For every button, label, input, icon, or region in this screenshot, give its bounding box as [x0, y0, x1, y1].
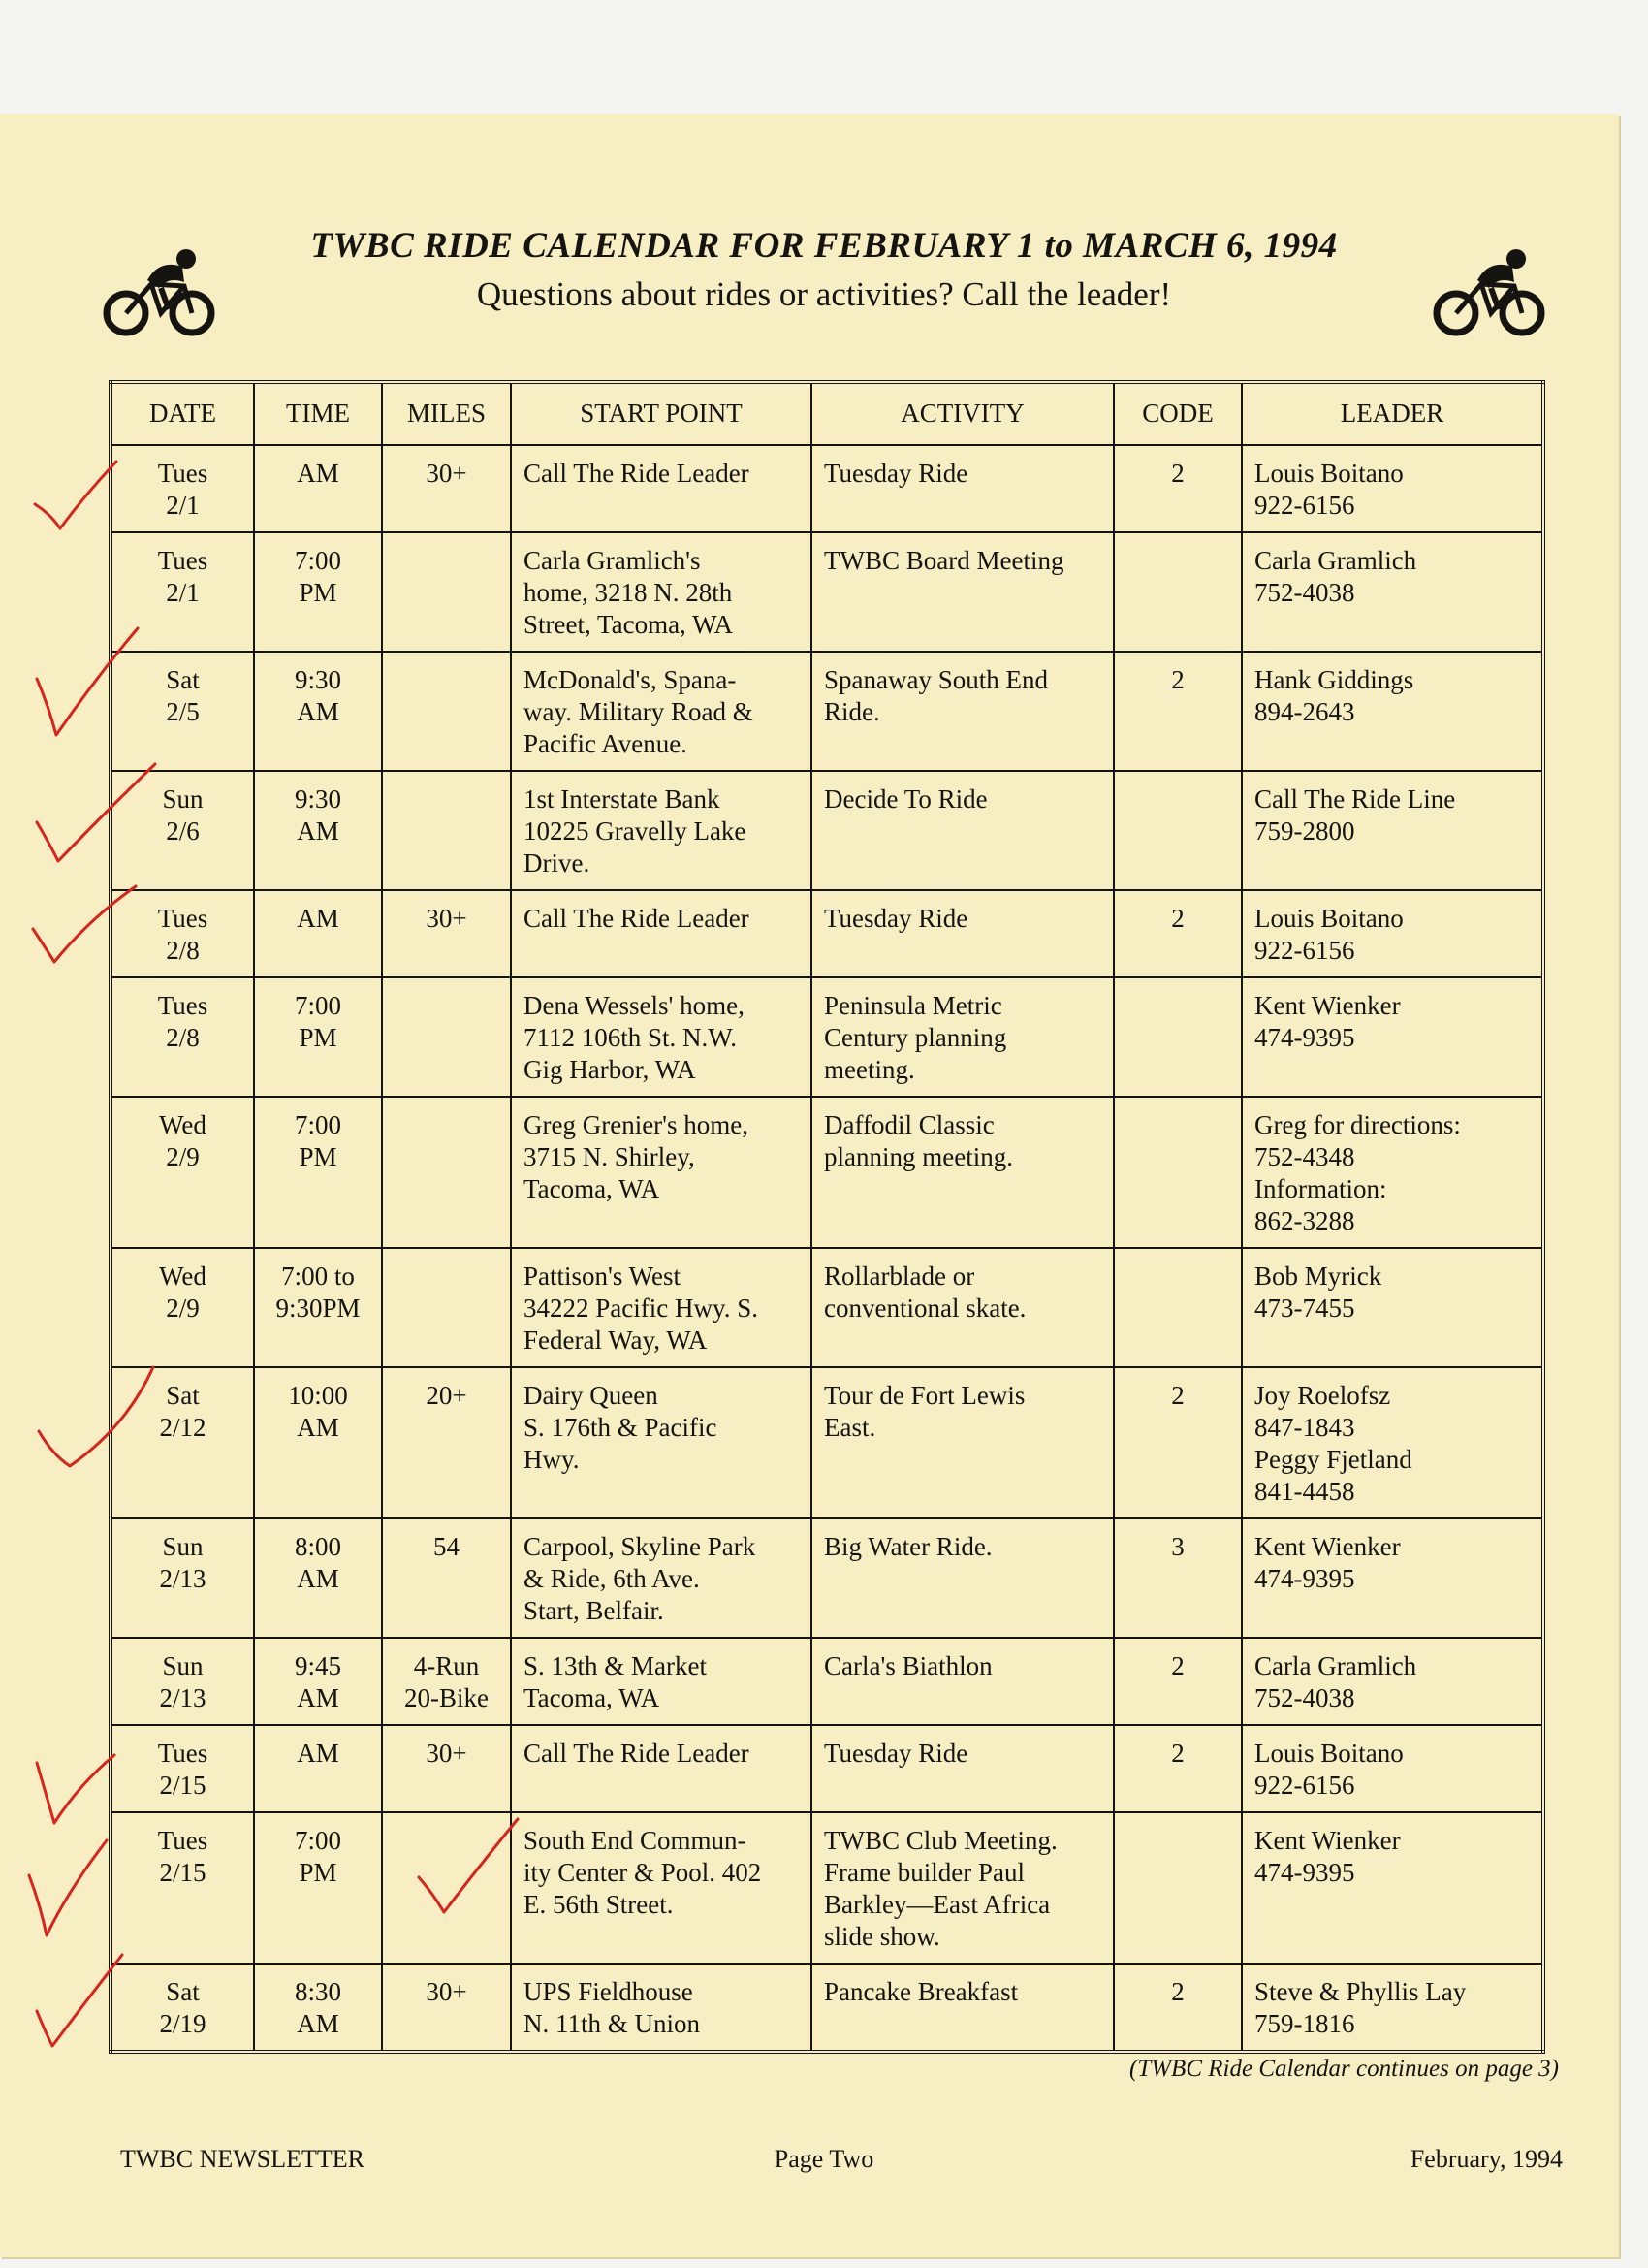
date-cell-line: 2/15	[159, 1771, 206, 1800]
footer-date: February, 1994	[1410, 2145, 1563, 2173]
leader-cell	[1242, 532, 1543, 652]
table-header-row	[111, 382, 1543, 445]
time-cell-line: PM	[299, 578, 337, 607]
time-cell	[254, 1725, 382, 1812]
date-cell-line: Tues	[157, 904, 208, 933]
time-cell-line: 9:30PM	[275, 1294, 361, 1323]
miles-cell	[382, 1725, 511, 1812]
date-cell-line: 2/15	[159, 1858, 206, 1887]
start-point-cell-line: N. 11th & Union	[523, 2009, 700, 2038]
leader-cell-line: Call The Ride Line	[1254, 784, 1456, 814]
start-point-cell-line: Carla Gramlich's	[523, 546, 701, 575]
activity-cell-line: Tuesday Ride	[824, 1739, 968, 1768]
date-cell	[111, 532, 254, 652]
leader-cell-line: 922-6156	[1254, 1771, 1355, 1800]
start-point-cell	[511, 532, 811, 652]
leader-cell	[1242, 1097, 1543, 1248]
code-cell	[1114, 1964, 1242, 2052]
code-cell	[1114, 1638, 1242, 1725]
time-cell-line: 8:00	[294, 1532, 341, 1561]
start-point-cell-line: 3715 N. Shirley,	[523, 1142, 695, 1171]
activity-cell-line: conventional skate.	[824, 1294, 1027, 1323]
time-cell-line: 7:00	[294, 991, 341, 1020]
start-point-cell-line: S. 176th & Pacific	[523, 1413, 717, 1442]
start-point-cell-line: 10225 Gravelly Lake	[523, 816, 746, 846]
leader-cell	[1242, 1725, 1543, 1812]
start-point-cell-line: Drive.	[523, 848, 590, 878]
date-cell-line: Tues	[157, 546, 208, 575]
start-point-cell-line: Dairy Queen	[523, 1381, 658, 1410]
activity-cell	[811, 1964, 1114, 2052]
activity-cell-line: planning meeting.	[824, 1142, 1013, 1171]
start-point-cell-line: E. 56th Street.	[523, 1890, 674, 1919]
leader-cell	[1242, 1812, 1543, 1964]
date-cell-line: 2/6	[166, 816, 200, 846]
leader-cell-line: 862-3288	[1254, 1206, 1355, 1235]
code-cell-line: 2	[1171, 904, 1185, 933]
activity-cell	[811, 1812, 1114, 1964]
activity-cell-line: Ride.	[824, 697, 880, 726]
footer-page-number: Page Two	[774, 2145, 874, 2173]
table-row	[111, 1097, 1543, 1248]
leader-cell-line: Kent Wienker	[1254, 1826, 1401, 1855]
time-cell-line: 7:00 to	[281, 1262, 355, 1291]
column-header: START POINT	[511, 382, 811, 445]
time-cell	[254, 977, 382, 1097]
time-cell-line: PM	[299, 1023, 337, 1052]
leader-cell-line: Peggy Fjetland	[1254, 1445, 1412, 1474]
time-cell-line: AM	[297, 459, 339, 488]
miles-cell-line: 30+	[426, 1977, 467, 2006]
date-cell	[111, 1812, 254, 1964]
time-cell-line: AM	[297, 1564, 339, 1593]
leader-cell-line: Greg for directions:	[1254, 1110, 1461, 1139]
code-cell	[1114, 977, 1242, 1097]
continuation-note: (TWBC Ride Calendar continues on page 3)	[1129, 2056, 1559, 2082]
start-point-cell-line: Gig Harbor, WA	[523, 1055, 696, 1084]
start-point-cell	[511, 445, 811, 532]
miles-cell	[382, 1638, 511, 1725]
miles-cell-line: 30+	[426, 459, 467, 488]
start-point-cell	[511, 1248, 811, 1367]
start-point-cell	[511, 1518, 811, 1638]
start-point-cell	[511, 890, 811, 977]
leader-cell	[1242, 1638, 1543, 1725]
date-cell-line: 2/8	[166, 1023, 200, 1052]
leader-cell-line: Kent Wienker	[1254, 991, 1401, 1020]
start-point-cell-line: home, 3218 N. 28th	[523, 578, 733, 607]
start-point-cell-line: Tacoma, WA	[523, 1174, 660, 1203]
code-cell-line: 2	[1171, 665, 1185, 694]
miles-cell	[382, 445, 511, 532]
table-row	[111, 1812, 1543, 1964]
footer-newsletter-name: TWBC NEWSLETTER	[120, 2145, 365, 2173]
start-point-cell-line: Call The Ride Leader	[523, 1739, 749, 1768]
leader-cell-line: 752-4038	[1254, 578, 1355, 607]
date-cell-line: Sat	[166, 665, 200, 694]
leader-cell-line: 841-4458	[1254, 1477, 1355, 1506]
code-cell	[1114, 1097, 1242, 1248]
leader-cell-line: Steve & Phyllis Lay	[1254, 1977, 1467, 2006]
date-cell-line: 2/5	[166, 697, 200, 726]
start-point-cell	[511, 1638, 811, 1725]
leader-cell-line: 752-4348	[1254, 1142, 1355, 1171]
start-point-cell-line: Hwy.	[523, 1445, 580, 1474]
date-cell	[111, 1725, 254, 1812]
time-cell	[254, 1518, 382, 1638]
miles-cell	[382, 890, 511, 977]
start-point-cell	[511, 1964, 811, 2052]
code-cell-line: 3	[1171, 1532, 1185, 1561]
code-cell	[1114, 1812, 1242, 1964]
activity-cell-line: East.	[824, 1413, 876, 1442]
time-cell-line: 9:30	[294, 665, 341, 694]
code-cell	[1114, 1725, 1242, 1812]
activity-cell	[811, 652, 1114, 771]
leader-cell-line: 759-2800	[1254, 816, 1355, 846]
date-cell	[111, 890, 254, 977]
leader-cell-line: 474-9395	[1254, 1023, 1355, 1052]
start-point-cell-line: Pattison's West	[523, 1262, 681, 1291]
activity-cell	[811, 1097, 1114, 1248]
activity-cell	[811, 1638, 1114, 1725]
activity-cell	[811, 977, 1114, 1097]
time-cell	[254, 445, 382, 532]
start-point-cell-line: Federal Way, WA	[523, 1326, 708, 1355]
time-cell-line: 8:30	[294, 1977, 341, 2006]
column-header: MILES	[382, 382, 511, 445]
leader-cell-line: Louis Boitano	[1254, 459, 1404, 488]
leader-cell-line: Kent Wienker	[1254, 1532, 1401, 1561]
activity-cell-line: slide show.	[824, 1922, 940, 1951]
code-cell	[1114, 532, 1242, 652]
miles-cell-line: 20+	[426, 1381, 467, 1410]
date-cell-line: 2/9	[166, 1294, 200, 1323]
miles-cell	[382, 1248, 511, 1367]
activity-cell	[811, 1518, 1114, 1638]
date-cell-line: Wed	[159, 1262, 206, 1291]
leader-cell	[1242, 890, 1543, 977]
leader-cell	[1242, 445, 1543, 532]
date-cell-line: Tues	[157, 991, 208, 1020]
code-cell	[1114, 445, 1242, 532]
start-point-cell-line: Street, Tacoma, WA	[523, 610, 734, 639]
time-cell-line: PM	[299, 1142, 337, 1171]
miles-cell	[382, 1367, 511, 1518]
time-cell	[254, 771, 382, 890]
table-body	[111, 445, 1543, 2052]
leader-cell-line: 473-7455	[1254, 1294, 1355, 1323]
time-cell	[254, 652, 382, 771]
activity-cell-line: Tuesday Ride	[824, 904, 968, 933]
activity-cell-line: Tour de Fort Lewis	[824, 1381, 1026, 1410]
start-point-cell-line: Call The Ride Leader	[523, 904, 749, 933]
activity-cell-line: Frame builder Paul	[824, 1858, 1025, 1887]
leader-cell-line: 894-2643	[1254, 697, 1355, 726]
miles-cell	[382, 1964, 511, 2052]
table-row	[111, 1638, 1543, 1725]
date-cell-line: 2/1	[166, 491, 200, 520]
time-cell-line: 7:00	[294, 546, 341, 575]
start-point-cell-line: ity Center & Pool. 402	[523, 1858, 762, 1887]
date-cell-line: 2/13	[159, 1683, 206, 1712]
time-cell-line: 9:30	[294, 784, 341, 814]
start-point-cell	[511, 1367, 811, 1518]
miles-cell	[382, 532, 511, 652]
date-cell-line: Sat	[166, 1977, 200, 2006]
start-point-cell	[511, 652, 811, 771]
leader-cell-line: Joy Roelofsz	[1254, 1381, 1391, 1410]
time-cell-line: 10:00	[288, 1381, 348, 1410]
activity-cell	[811, 1367, 1114, 1518]
code-cell	[1114, 771, 1242, 890]
activity-cell-line: TWBC Board Meeting	[824, 546, 1064, 575]
activity-cell-line: Daffodil Classic	[824, 1110, 995, 1139]
date-cell-line: Sun	[162, 1532, 204, 1561]
activity-cell	[811, 1725, 1114, 1812]
leader-cell-line: 474-9395	[1254, 1564, 1355, 1593]
time-cell-line: AM	[297, 816, 339, 846]
time-cell	[254, 1812, 382, 1964]
column-header: ACTIVITY	[811, 382, 1114, 445]
date-cell-line: Sat	[166, 1381, 200, 1410]
date-cell	[111, 1367, 254, 1518]
date-cell-line: 2/8	[166, 936, 200, 965]
start-point-cell-line: 34222 Pacific Hwy. S.	[523, 1294, 758, 1323]
code-cell-line: 2	[1171, 1739, 1185, 1768]
leader-cell-line: Louis Boitano	[1254, 904, 1404, 933]
code-cell-line: 2	[1171, 1381, 1185, 1410]
time-cell-line: AM	[297, 904, 339, 933]
column-header: CODE	[1114, 382, 1242, 445]
activity-cell	[811, 445, 1114, 532]
time-cell-line: AM	[297, 1683, 339, 1712]
activity-cell-line: Decide To Ride	[824, 784, 988, 814]
date-cell-line: Sun	[162, 784, 204, 814]
start-point-cell-line: Tacoma, WA	[523, 1683, 660, 1712]
time-cell	[254, 1638, 382, 1725]
date-cell-line: 2/19	[159, 2009, 206, 2038]
start-point-cell-line: Start, Belfair.	[523, 1596, 664, 1625]
time-cell	[254, 1097, 382, 1248]
time-cell	[254, 890, 382, 977]
leader-cell-line: Louis Boitano	[1254, 1739, 1404, 1768]
time-cell-line: 7:00	[294, 1110, 341, 1139]
start-point-cell-line: UPS Fieldhouse	[523, 1977, 693, 2006]
start-point-cell-line: Dena Wessels' home,	[523, 991, 745, 1020]
time-cell-line: AM	[297, 697, 339, 726]
column-header: DATE	[111, 382, 254, 445]
leader-cell-line: 752-4038	[1254, 1683, 1355, 1712]
start-point-cell-line: South End Commun-	[523, 1826, 746, 1855]
activity-cell-line: Carla's Biathlon	[824, 1651, 993, 1680]
start-point-cell-line: Call The Ride Leader	[523, 459, 749, 488]
code-cell-line: 2	[1171, 1651, 1185, 1680]
start-point-cell-line: & Ride, 6th Ave.	[523, 1564, 700, 1593]
date-cell-line: Sun	[162, 1651, 204, 1680]
date-cell-line: 2/9	[166, 1142, 200, 1171]
table-row	[111, 1964, 1543, 2052]
leader-cell-line: 922-6156	[1254, 491, 1355, 520]
activity-cell	[811, 771, 1114, 890]
miles-cell-line: 54	[433, 1532, 460, 1561]
activity-cell-line: Pancake Breakfast	[824, 1977, 1019, 2006]
start-point-cell	[511, 977, 811, 1097]
start-point-cell	[511, 1725, 811, 1812]
table-row	[111, 1725, 1543, 1812]
start-point-cell-line: Greg Grenier's home,	[523, 1110, 749, 1139]
activity-cell-line: Big Water Ride.	[824, 1532, 993, 1561]
miles-cell	[382, 1097, 511, 1248]
date-cell	[111, 445, 254, 532]
date-cell-line: Tues	[157, 1826, 208, 1855]
start-point-cell	[511, 771, 811, 890]
miles-cell-line: 20-Bike	[404, 1683, 489, 1712]
leader-cell-line: 922-6156	[1254, 936, 1355, 965]
table-row	[111, 652, 1543, 771]
date-cell-line: Tues	[157, 1739, 208, 1768]
date-cell	[111, 1248, 254, 1367]
date-cell	[111, 1518, 254, 1638]
leader-cell	[1242, 1367, 1543, 1518]
table-row	[111, 532, 1543, 652]
start-point-cell-line: way. Military Road &	[523, 697, 753, 726]
date-cell	[111, 977, 254, 1097]
miles-cell	[382, 771, 511, 890]
table-row	[111, 1367, 1543, 1518]
time-cell	[254, 1964, 382, 2052]
leader-cell-line: Carla Gramlich	[1254, 546, 1417, 575]
code-cell	[1114, 1518, 1242, 1638]
activity-cell-line: Barkley—East Africa	[824, 1890, 1051, 1919]
date-cell-line: Tues	[157, 459, 208, 488]
date-cell-line: 2/1	[166, 578, 200, 607]
leader-cell	[1242, 652, 1543, 771]
leader-cell	[1242, 1248, 1543, 1367]
ride-calendar-table	[109, 380, 1545, 2054]
time-cell	[254, 1248, 382, 1367]
leader-cell	[1242, 1964, 1543, 2052]
time-cell-line: AM	[297, 1739, 339, 1768]
table-row	[111, 890, 1543, 977]
activity-cell-line: meeting.	[824, 1055, 915, 1084]
start-point-cell-line: 7112 106th St. N.W.	[523, 1023, 738, 1052]
code-cell	[1114, 1248, 1242, 1367]
leader-cell	[1242, 977, 1543, 1097]
column-header: LEADER	[1242, 382, 1543, 445]
leader-cell-line: 759-1816	[1254, 2009, 1355, 2038]
table-row	[111, 1248, 1543, 1367]
date-cell-line: 2/13	[159, 1564, 206, 1593]
code-cell	[1114, 890, 1242, 977]
date-cell-line: Wed	[159, 1110, 206, 1139]
table-row	[111, 1518, 1543, 1638]
time-cell-line: AM	[297, 2009, 339, 2038]
leader-cell-line: 847-1843	[1254, 1413, 1355, 1442]
calendar-subtitle: Questions about rides or activities? Call the leader!	[476, 275, 1172, 313]
leader-cell-line: Information:	[1254, 1174, 1387, 1203]
activity-cell-line: Rollarblade or	[824, 1262, 975, 1291]
table-row	[111, 771, 1543, 890]
start-point-cell-line: S. 13th & Market	[523, 1651, 707, 1680]
date-cell	[111, 652, 254, 771]
start-point-cell-line: McDonald's, Spana-	[523, 665, 737, 694]
time-cell-line: 7:00	[294, 1826, 341, 1855]
date-cell	[111, 1964, 254, 2052]
leader-cell-line: 474-9395	[1254, 1858, 1355, 1887]
leader-cell-line: Bob Myrick	[1254, 1262, 1382, 1291]
leader-cell-line: Carla Gramlich	[1254, 1651, 1417, 1680]
miles-cell	[382, 1812, 511, 1964]
activity-cell-line: Tuesday Ride	[824, 459, 968, 488]
time-cell	[254, 532, 382, 652]
start-point-cell-line: Carpool, Skyline Park	[523, 1532, 756, 1561]
time-cell-line: 9:45	[294, 1651, 341, 1680]
date-cell	[111, 1097, 254, 1248]
time-cell-line: AM	[297, 1413, 339, 1442]
date-cell	[111, 771, 254, 890]
miles-cell-line: 4-Run	[413, 1651, 480, 1680]
activity-cell-line: Spanaway South End	[824, 665, 1048, 694]
time-cell-line: PM	[299, 1858, 337, 1887]
activity-cell-line: Peninsula Metric	[824, 991, 1002, 1020]
start-point-cell-line: 1st Interstate Bank	[523, 784, 720, 814]
miles-cell-line: 30+	[426, 904, 467, 933]
miles-cell-line: 30+	[426, 1739, 467, 1768]
code-cell-line: 2	[1171, 459, 1185, 488]
start-point-cell-line: Pacific Avenue.	[523, 729, 687, 758]
code-cell	[1114, 1367, 1242, 1518]
leader-cell	[1242, 1518, 1543, 1638]
time-cell	[254, 1367, 382, 1518]
calendar-title: TWBC RIDE CALENDAR FOR FEBRUARY 1 to MARCH 6, 1994	[310, 226, 1338, 266]
activity-cell-line: TWBC Club Meeting.	[824, 1826, 1058, 1855]
miles-cell	[382, 652, 511, 771]
column-header: TIME	[254, 382, 382, 445]
date-cell	[111, 1638, 254, 1725]
activity-cell	[811, 532, 1114, 652]
date-cell-line: 2/12	[159, 1413, 206, 1442]
table-row	[111, 445, 1543, 532]
activity-cell-line: Century planning	[824, 1023, 1007, 1052]
code-cell-line: 2	[1171, 1977, 1185, 2006]
start-point-cell	[511, 1812, 811, 1964]
miles-cell	[382, 1518, 511, 1638]
leader-cell	[1242, 771, 1543, 890]
leader-cell-line: Hank Giddings	[1254, 665, 1414, 694]
miles-cell	[382, 977, 511, 1097]
code-cell	[1114, 652, 1242, 771]
activity-cell	[811, 890, 1114, 977]
start-point-cell	[511, 1097, 811, 1248]
activity-cell	[811, 1248, 1114, 1367]
table-row	[111, 977, 1543, 1097]
